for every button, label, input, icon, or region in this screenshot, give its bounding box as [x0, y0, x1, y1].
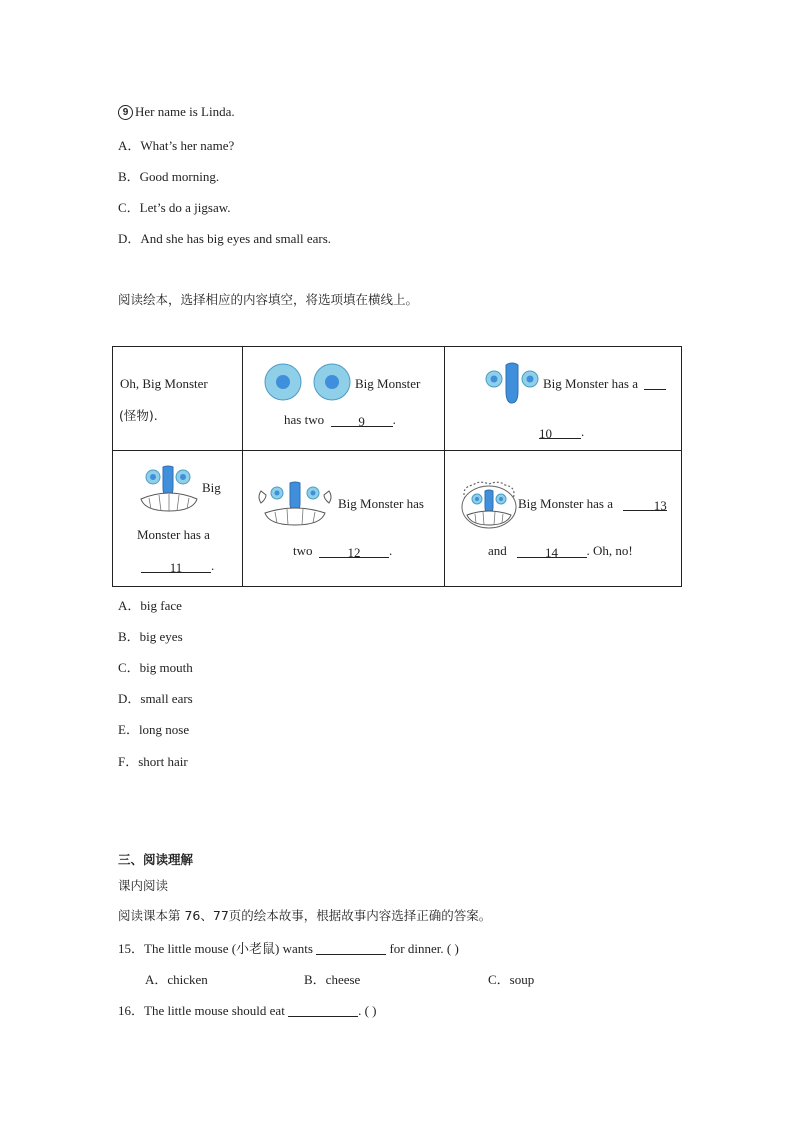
cell-6-and: and — [488, 543, 507, 558]
blank-12[interactable] — [319, 545, 389, 558]
section-heading: 三、阅读理解 — [118, 852, 194, 867]
question-16-stem — [118, 1000, 376, 1019]
cell-5-text: two — [293, 543, 313, 558]
cell-4-line-1: Big — [202, 480, 221, 495]
cell-2-text: has two — [284, 412, 325, 427]
choice-a: A．big face — [118, 598, 182, 613]
cell-5-line-1: Big Monster has — [338, 496, 424, 511]
monster-ears-mouth-icon — [257, 481, 333, 529]
q16-text-before: 16．The little mouse should eat — [118, 1003, 285, 1018]
blank-13-number: 13 — [653, 498, 667, 513]
section-subheading: 课内阅读 — [118, 878, 169, 893]
picture-book-instruction: 阅读绘本，选择相应的内容填空，将选项填在横线上。 — [118, 292, 419, 307]
question-number-badge: 9 — [118, 105, 133, 120]
blank-14-number: 14 — [545, 545, 559, 560]
q15-option-b: B．cheese — [304, 972, 361, 987]
blank-14[interactable] — [517, 545, 587, 558]
cell-2-line-2 — [284, 412, 396, 428]
two-eyes-icon — [263, 362, 353, 402]
choice-b: B．big eyes — [118, 629, 183, 644]
blank-12-number: 12 — [347, 545, 361, 560]
choice-e: E．long nose — [118, 722, 190, 737]
blank-13[interactable] — [623, 498, 667, 511]
monster-face-mouth-icon — [137, 465, 201, 525]
cell-6-ending: . Oh, no! — [586, 543, 633, 558]
choice-d: D．small ears — [118, 691, 193, 706]
q15-text-after: for dinner. ( ) — [389, 941, 459, 956]
cell-2-period: . — [392, 412, 396, 427]
q16-blank[interactable] — [288, 1004, 358, 1017]
blank-10-start — [644, 377, 666, 390]
cell-2 — [243, 347, 445, 451]
q15-option-a: A．chicken — [145, 972, 208, 987]
q9-option-b: B．Good morning. — [118, 169, 220, 184]
q16-text-after: . ( ) — [358, 1003, 377, 1018]
cell-1-line-2: (怪物). — [119, 408, 158, 423]
blank-9[interactable] — [331, 414, 393, 427]
cell-1-line-1: Oh, Big Monster — [120, 376, 208, 391]
cell-2-line-1: Big Monster — [355, 376, 421, 391]
cell-3-text: Big Monster has a — [543, 376, 638, 391]
cell-1 — [113, 347, 243, 451]
blank-11[interactable] — [141, 560, 211, 573]
choice-f: F．short hair — [118, 754, 188, 769]
cell-6-line-2 — [488, 543, 633, 559]
cell-5-line-2 — [293, 543, 392, 559]
q15-option-c: C．soup — [488, 972, 535, 987]
cell-5 — [243, 451, 445, 587]
question-15-stem — [118, 938, 459, 957]
question-9-text: Her name is Linda. — [135, 104, 235, 119]
cell-4 — [113, 451, 243, 587]
cell-3-period: . — [581, 424, 585, 439]
q9-option-c: C．Let’s do a jigsaw. — [118, 200, 231, 215]
cell-4-line-2: Monster has a — [137, 527, 210, 542]
section-instruction: 阅读课本第 76、77页的绘本故事，根据故事内容选择正确的答案。 — [118, 908, 492, 923]
cell-5-period: . — [389, 543, 393, 558]
q9-option-a: A．What’s her name? — [118, 138, 235, 153]
cell-4-line-3 — [141, 558, 214, 574]
blank-10-number: 10 — [539, 426, 552, 441]
cell-4-period: . — [211, 558, 215, 573]
cell-3 — [445, 347, 682, 451]
picture-book-table — [112, 346, 682, 587]
eyes-nose-icon — [485, 359, 545, 409]
blank-10[interactable] — [539, 426, 581, 439]
monster-hair-face-icon — [459, 481, 519, 531]
q15-text-before: 15．The little mouse (小老鼠) wants — [118, 941, 313, 956]
blank-11-number: 11 — [169, 560, 183, 575]
question-9-stem — [118, 104, 235, 120]
q15-blank[interactable] — [316, 942, 386, 955]
cell-3-line-1 — [543, 376, 666, 392]
cell-3-line-2 — [539, 424, 584, 440]
cell-6 — [445, 451, 682, 587]
blank-9-number: 9 — [358, 414, 365, 429]
choice-c: C．big mouth — [118, 660, 193, 675]
cell-6-line-1 — [518, 496, 667, 512]
q9-option-d: D．And she has big eyes and small ears. — [118, 231, 332, 246]
cell-6-text: Big Monster has a — [518, 496, 613, 511]
